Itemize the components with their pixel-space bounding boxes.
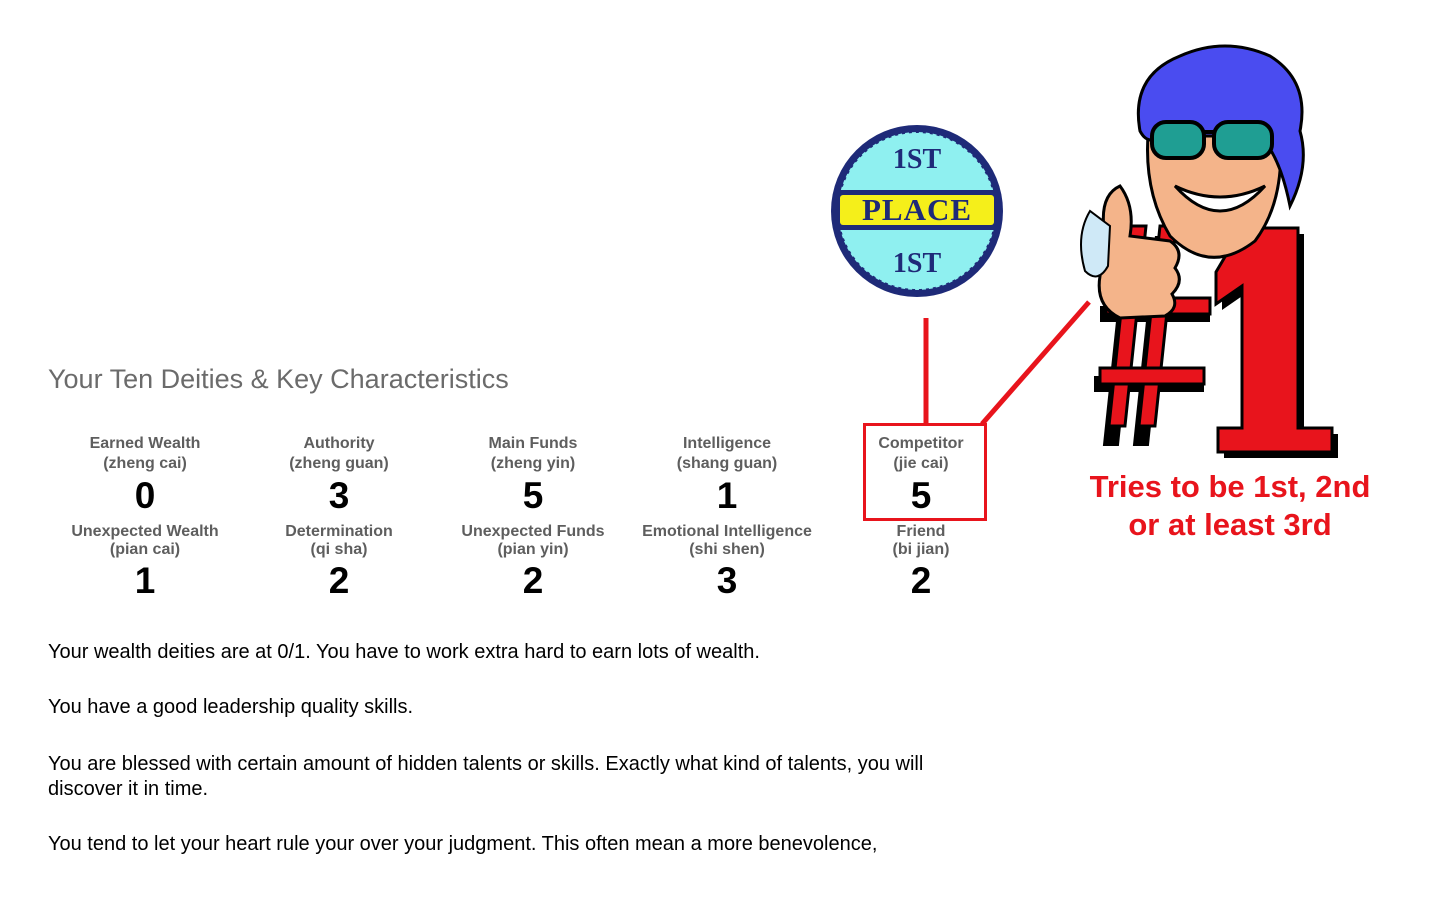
deity-name: Competitor bbox=[878, 435, 964, 452]
deity-pinyin: (pian cai) bbox=[109, 541, 181, 558]
page-cutoff bbox=[0, 858, 1449, 924]
deity-count: 3 bbox=[328, 475, 350, 516]
deity-name: Determination bbox=[285, 523, 393, 540]
deity-unexpected-funds bbox=[438, 523, 628, 601]
deity-name: Emotional Intelligence bbox=[642, 523, 812, 540]
deity-count: 2 bbox=[522, 560, 544, 601]
deity-count: 0 bbox=[134, 475, 156, 516]
deity-pinyin: (qi sha) bbox=[310, 541, 368, 558]
deity-intelligence bbox=[632, 434, 822, 516]
competitor-highlight-box bbox=[863, 423, 987, 521]
deity-pinyin: (bi jian) bbox=[892, 541, 950, 558]
deity-pinyin: (pian yin) bbox=[497, 541, 569, 558]
number-one-cartoon-icon bbox=[980, 36, 1410, 466]
deity-friend bbox=[826, 523, 1016, 601]
deity-unexpected-wealth bbox=[50, 523, 240, 601]
deity-earned-wealth bbox=[50, 434, 240, 516]
paragraph-heart: You tend to let your heart rule your over your judgment. This often mean a more benevolence, bbox=[48, 833, 878, 855]
stamp-bottom-text: 1ST bbox=[892, 248, 942, 279]
deity-main-funds bbox=[438, 434, 628, 516]
paragraph-wealth: Your wealth deities are at 0/1. You have to work extra hard to earn lots of wealth. bbox=[48, 641, 760, 663]
deity-count: 3 bbox=[716, 560, 738, 601]
deity-name: Unexpected Wealth bbox=[71, 523, 219, 540]
deity-name: Earned Wealth bbox=[89, 435, 201, 452]
deity-name: Unexpected Funds bbox=[461, 523, 605, 540]
deity-name: Intelligence bbox=[682, 435, 772, 452]
deity-count: 2 bbox=[328, 560, 350, 601]
deity-pinyin: (zheng guan) bbox=[289, 455, 389, 472]
deity-determination bbox=[244, 523, 434, 601]
caption-line-2: or at least 3rd bbox=[1128, 507, 1332, 542]
cartoon-number-text: #1 bbox=[1380, 76, 1382, 77]
cartoon-caption bbox=[1040, 468, 1420, 544]
deity-count: 1 bbox=[716, 475, 738, 516]
deity-pinyin: (jie cai) bbox=[893, 455, 949, 472]
stamp-middle-text: PLACE bbox=[861, 192, 973, 227]
section-title: Your Ten Deities & Key Characteristics bbox=[48, 364, 509, 394]
deity-authority bbox=[244, 434, 434, 516]
deity-count: 1 bbox=[134, 560, 156, 601]
deity-pinyin: (shi shen) bbox=[689, 541, 765, 558]
paragraph-leadership: You have a good leadership quality skills. bbox=[48, 696, 414, 718]
caption-line-1: Tries to be 1st, 2nd bbox=[1089, 469, 1371, 504]
deity-emotional-intelligence bbox=[632, 523, 822, 601]
deity-count: 2 bbox=[910, 560, 932, 601]
deity-name: Friend bbox=[896, 523, 946, 540]
deity-pinyin: (shang guan) bbox=[676, 455, 778, 472]
stamp-top-text: 1ST bbox=[892, 144, 942, 175]
deity-count: 5 bbox=[910, 475, 932, 516]
deity-name: Main Funds bbox=[488, 435, 578, 452]
paragraph-talents: You are blessed with certain amount of hidden talents or skills. Exactly what kind of talents, you will discover it in time. bbox=[48, 753, 924, 800]
deity-count: 5 bbox=[522, 475, 544, 516]
deity-pinyin: (zheng cai) bbox=[103, 455, 187, 472]
deity-pinyin: (zheng yin) bbox=[490, 455, 576, 472]
deity-name: Authority bbox=[303, 435, 375, 452]
